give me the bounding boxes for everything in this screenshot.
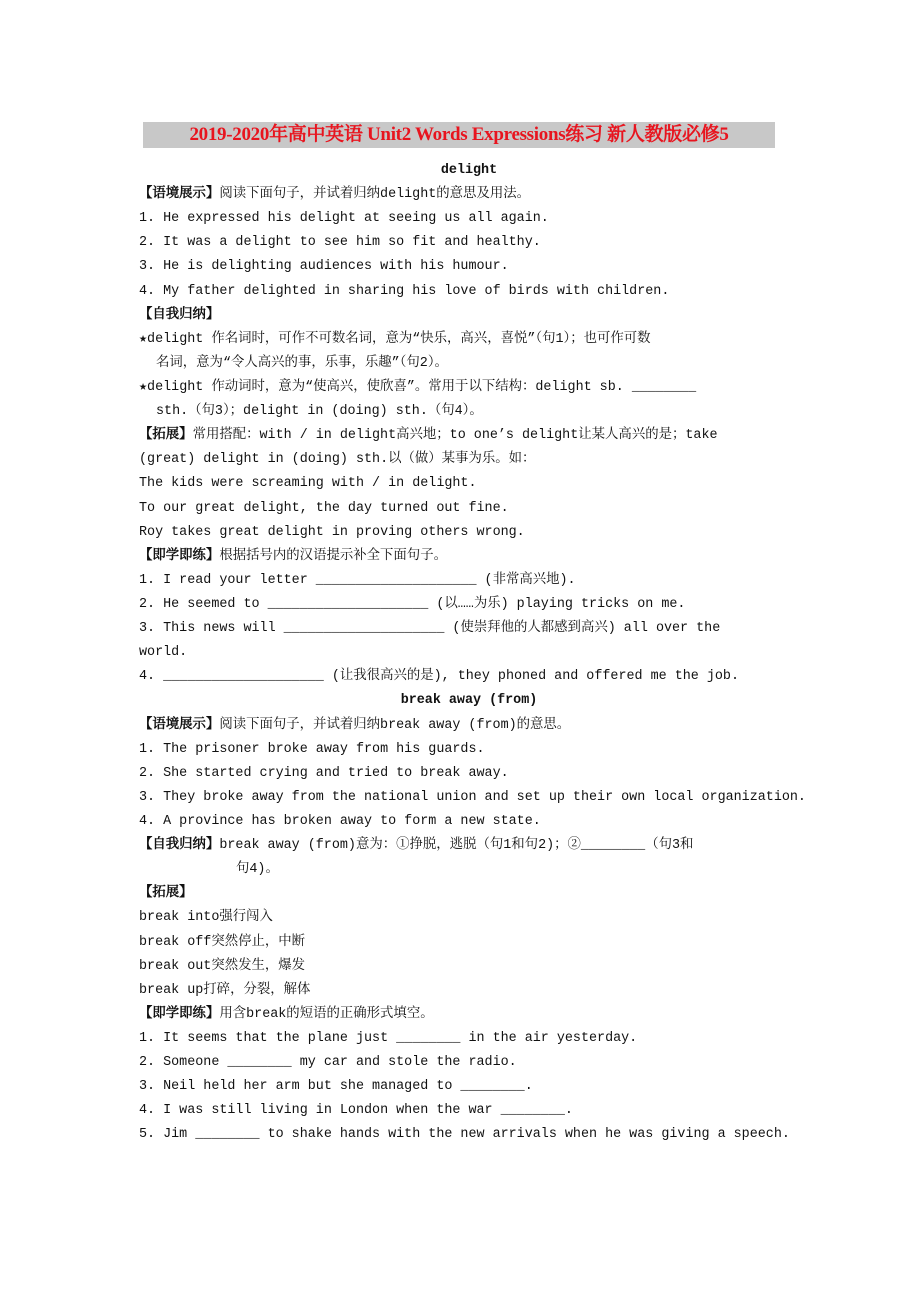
line-text: 2. She started crying and tried to break away. — [139, 765, 509, 781]
text-line — [139, 231, 799, 255]
line-text: (great) delight in (doing) sth.以（做）某事为乐。如： — [139, 452, 536, 468]
line-text: break out突然发生，爆发 — [139, 958, 306, 974]
section-label: 【语境展示】 — [139, 717, 220, 733]
line-text: 4. A province has broken away to form a new state. — [139, 813, 541, 829]
text-line — [139, 472, 799, 496]
text-line — [139, 328, 799, 352]
text-line — [139, 786, 806, 810]
text-line — [139, 810, 799, 834]
text-line — [139, 714, 799, 738]
section-label: 【即学即练】 — [139, 548, 220, 564]
text-line — [139, 1051, 799, 1075]
line-text: ★delight 作动词时，意为“使高兴，使欣喜”。常用于以下结构：delight sb. ________ — [139, 379, 697, 395]
text-line — [139, 665, 799, 689]
line-text: break into强行闯入 — [139, 910, 273, 926]
section-label: 【即学即练】 — [139, 1006, 220, 1022]
section-label: 【拓展】 — [139, 886, 193, 902]
text-line — [139, 955, 799, 979]
section-label: 【自我归纳】 — [139, 838, 220, 854]
line-text: Roy takes great delight in proving others wrong. — [139, 524, 525, 540]
text-line — [139, 1099, 799, 1123]
text-line — [139, 255, 799, 279]
line-text: 用含break的短语的正确形式填空。 — [219, 1006, 434, 1022]
text-line — [139, 207, 799, 231]
text-line — [139, 1123, 799, 1147]
line-text: 2. He seemed to ____________________ (以……为乐) playing tricks on me. — [139, 596, 686, 612]
line-text: ★delight 作名词时，可作不可数名词，意为“快乐，高兴，喜悦”（句1）；也可作可数 — [139, 331, 651, 347]
line-text: 4. My father delighted in sharing his love of birds with children. — [139, 283, 670, 299]
section-label: 【语境展示】 — [139, 187, 220, 203]
line-text: sth.（句3）；delight in (doing) sth.（句4）。 — [156, 404, 483, 420]
text-line — [139, 593, 799, 617]
text-line — [139, 545, 799, 569]
line-text: 1. I read your letter ____________________ (非常高兴地). — [139, 572, 576, 588]
line-text: delight — [440, 163, 498, 178]
line-text: 阅读下面句子，并试着归纳break away (from)的意思。 — [219, 717, 571, 733]
text-line — [139, 858, 799, 882]
section-label: 【拓展】 — [139, 428, 193, 444]
line-text: To our great delight, the day turned out fine. — [139, 500, 509, 516]
text-line — [139, 376, 799, 400]
text-line — [139, 617, 799, 641]
text-line — [139, 521, 799, 545]
text-line — [139, 641, 799, 665]
line-text: 3. Neil held her arm but she managed to ________. — [139, 1079, 533, 1095]
text-line — [139, 352, 799, 376]
section-heading — [139, 689, 799, 713]
line-text: 句4)。 — [236, 862, 279, 878]
line-text: 1. It seems that the plane just ________ in the air yesterday. — [139, 1030, 638, 1046]
line-text: 5. Jim ________ to shake hands with the new arrivals when he was giving a speech. — [139, 1127, 790, 1143]
text-line — [139, 762, 799, 786]
line-text: 1. The prisoner broke away from his guards. — [139, 741, 485, 757]
line-text: 4. ____________________ (让我很高兴的是), they phoned and offered me the job. — [139, 669, 739, 685]
text-line — [139, 280, 799, 304]
line-text: 2. Someone ________ my car and stole the radio. — [139, 1055, 517, 1071]
section-heading — [139, 159, 799, 183]
text-line — [139, 400, 799, 424]
text-line — [139, 979, 799, 1003]
line-text: world. — [139, 645, 188, 661]
line-text: 3. They broke away from the national union and set up their own local organization. — [139, 789, 806, 805]
text-line — [139, 906, 799, 930]
text-line — [139, 1027, 799, 1051]
line-text: 3. He is delighting audiences with his humour. — [139, 259, 509, 275]
text-line — [139, 931, 799, 955]
line-text: The kids were screaming with / in delight. — [139, 476, 477, 492]
document-body — [139, 159, 806, 1147]
text-line — [139, 569, 799, 593]
line-text: 1. He expressed his delight at seeing us all again. — [139, 211, 549, 227]
section-label: 【自我归纳】 — [139, 307, 220, 323]
document-title: 2019-2020年高中英语 Unit2 Words Expressions练习 新人教版必修5 — [143, 122, 775, 148]
text-line — [139, 183, 799, 207]
line-text: 3. This news will ____________________ (使崇拜他的人都感到高兴) all over the — [139, 621, 721, 637]
line-text: break up打碎，分裂，解体 — [139, 982, 311, 998]
line-text: 根据括号内的汉语提示补全下面句子。 — [219, 548, 447, 564]
text-line — [139, 882, 799, 906]
text-line — [139, 834, 799, 858]
line-text: break away (from) — [400, 693, 538, 709]
text-line — [139, 448, 799, 472]
line-text: 常用搭配：with / in delight高兴地；to one’s delight让某人高兴的是；take — [192, 428, 718, 444]
text-line — [139, 424, 799, 448]
line-text: 4. I was still living in London when the war ________. — [139, 1103, 573, 1119]
line-text: 名词，意为“令人高兴的事，乐事，乐趣”（句2）。 — [156, 355, 448, 371]
line-text: break away (from)意为：①挣脱，逃脱（句1和句2)；②________（句3和 — [219, 838, 694, 854]
text-line — [139, 1075, 799, 1099]
line-text: 2. It was a delight to see him so fit and healthy. — [139, 235, 541, 251]
text-line — [139, 304, 799, 328]
line-text: break off突然停止，中断 — [139, 934, 306, 950]
text-line — [139, 738, 799, 762]
text-line — [139, 497, 799, 521]
text-line — [139, 1003, 799, 1027]
line-text: 阅读下面句子，并试着归纳delight的意思及用法。 — [219, 187, 531, 203]
